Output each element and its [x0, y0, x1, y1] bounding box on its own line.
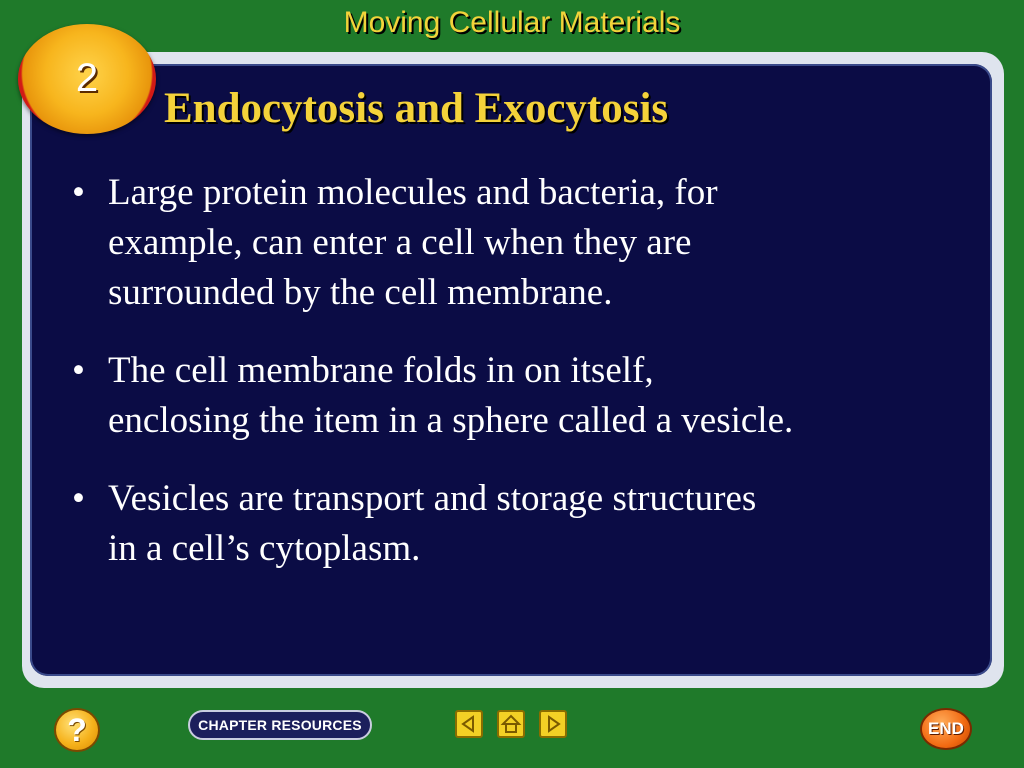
right-triangle-icon: [541, 712, 565, 736]
bullet-line: Large protein molecules and bacteria, for: [108, 172, 718, 213]
next-button[interactable]: [539, 710, 567, 738]
bullet-line: enclosing the item in a sphere called a vesicle.: [108, 400, 794, 441]
bullet-list: [72, 168, 972, 602]
bullet-dot: •: [72, 478, 85, 519]
help-button[interactable]: ?: [54, 708, 100, 752]
bullet-line: surrounded by the cell membrane.: [108, 272, 613, 313]
house-icon: [499, 712, 523, 736]
section-badge: [18, 24, 156, 134]
bullet-dot: •: [72, 350, 85, 391]
bullet-line: The cell membrane folds in on itself,: [108, 350, 654, 391]
home-button[interactable]: [497, 710, 525, 738]
chapter-resources-button[interactable]: CHAPTER RESOURCES: [188, 710, 372, 740]
bullet-item: [72, 474, 972, 574]
slide-heading: Endocytosis and Exocytosis: [164, 85, 669, 132]
bullet-item: [72, 346, 972, 446]
bullet-line: in a cell’s cytoplasm.: [108, 528, 421, 569]
bullet-line: Vesicles are transport and storage structures: [108, 478, 757, 519]
section-title: Moving Cellular Materials: [343, 6, 681, 39]
bullet-item: [72, 168, 972, 318]
left-triangle-icon: [457, 712, 481, 736]
bullet-dot: •: [72, 172, 85, 213]
section-number: 2: [75, 56, 99, 100]
bullet-line: example, can enter a cell when they are: [108, 222, 692, 263]
end-button[interactable]: END: [920, 708, 972, 750]
previous-button[interactable]: [455, 710, 483, 738]
